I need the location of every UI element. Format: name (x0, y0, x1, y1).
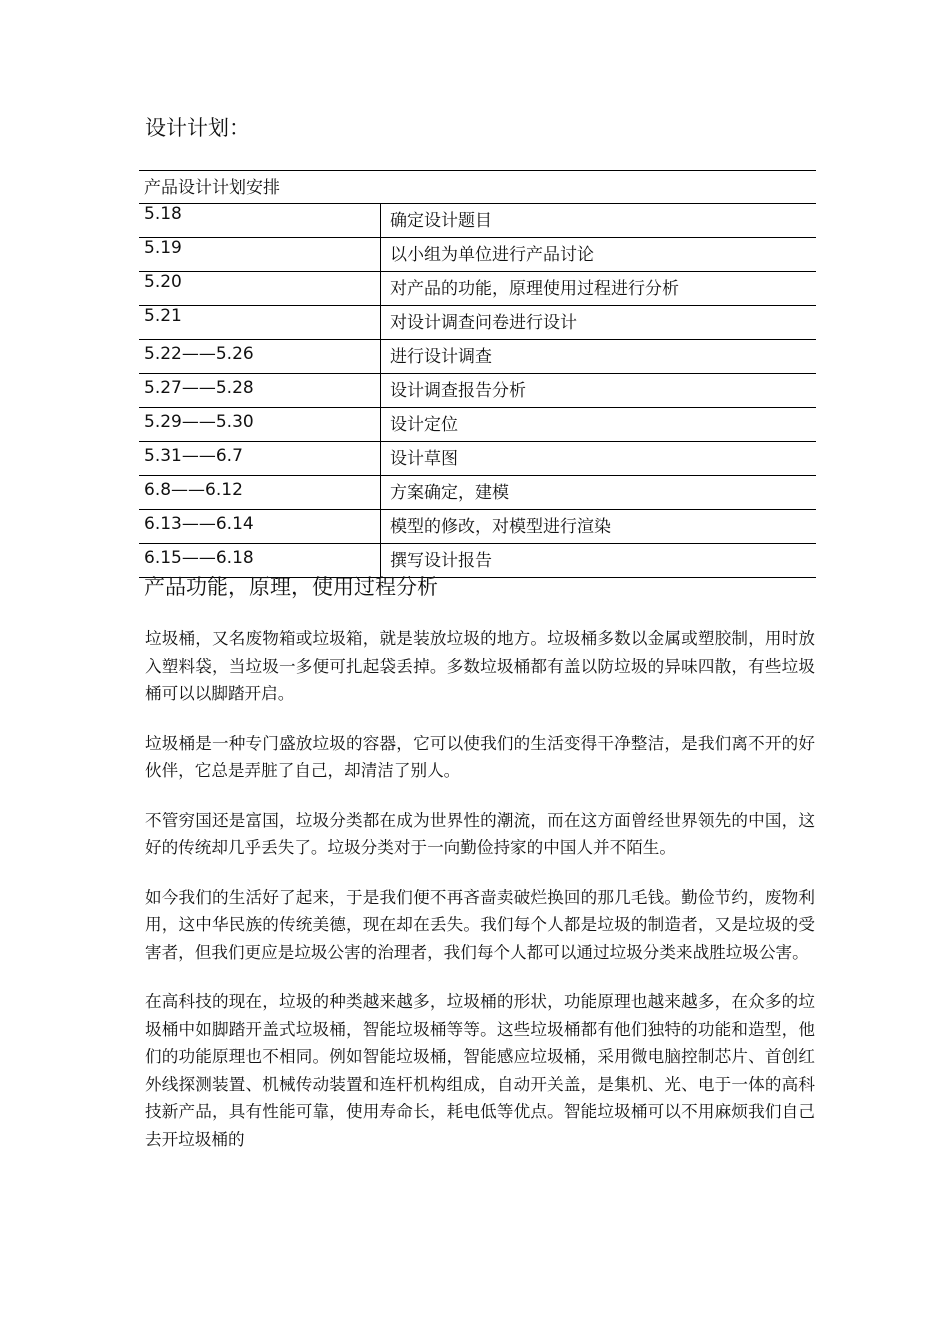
paragraph: 在高科技的现在，垃圾的种类越来越多，垃圾桶的形状，功能原理也越来越多，在众多的垃圾桶中如脚踏开盖式垃圾桶，智能垃圾桶等等。这些垃圾桶都有他们独特的功能和造型，他们的功能原理也不相同。例如智能垃圾桶，智能感应垃圾桶，采用微电脑控制芯片、首创红外线探测装置、机械传动装置和连杆机构组成，自动开关盖，是集机、光、电于一体的高科技新产品，具有性能可靠，使用寿命长，耗电低等优点。智能垃圾桶可以不用麻烦我们自己去开垃圾桶的 (145, 992, 815, 1149)
schedule-task: 对产品的功能，原理使用过程进行分析 (390, 279, 679, 299)
schedule-date: 5.27——5.28 (139, 374, 381, 407)
schedule-caption: 产品设计计划安排 (139, 170, 816, 204)
schedule-task: 方案确定，建模 (390, 483, 509, 503)
schedule-date: 5.29——5.30 (139, 408, 381, 441)
table-row (139, 204, 816, 238)
schedule-task: 设计调查报告分析 (390, 381, 526, 401)
paragraph: 如今我们的生活好了起来，于是我们便不再吝啬卖破烂换回的那几毛钱。勤俭节约，废物利用，这中华民族的传统美德，现在却在丢失。我们每个人都是垃圾的制造者，又是垃圾的受害者，但我们更应是垃圾公害的治理者，我们每个人都可以通过垃圾分类来战胜垃圾公害。 (145, 887, 815, 962)
table-row (139, 442, 816, 476)
table-row (139, 238, 816, 272)
paragraph: 垃圾桶是一种专门盛放垃圾的容器，它可以使我们的生活变得干净整洁，是我们离不开的好伙伴，它总是弄脏了自己，却清洁了别人。 (145, 733, 815, 780)
schedule-task: 设计草图 (390, 449, 458, 469)
schedule-date: 5.22——5.26 (139, 340, 381, 373)
paragraph: 不管穷国还是富国，垃圾分类都在成为世界性的潮流，而在这方面曾经世界领先的中国，这好的传统却几乎丢失了。垃圾分类对于一向勤俭持家的中国人并不陌生。 (145, 810, 815, 857)
body-text (145, 625, 815, 1175)
paragraph: 垃圾桶，又名废物箱或垃圾箱，就是装放垃圾的地方。垃圾桶多数以金属或塑胶制，用时放入塑料袋，当垃圾一多便可扎起袋丢掉。多数垃圾桶都有盖以防垃圾的异味四散，有些垃圾桶可以以脚踏开启。 (145, 629, 815, 703)
page-title: 设计计划： (145, 116, 250, 140)
schedule-task: 撰写设计报告 (390, 551, 492, 571)
schedule-task: 设计定位 (390, 415, 458, 435)
schedule-task: 确定设计题目 (390, 211, 492, 231)
schedule-date: 6.13——6.14 (139, 510, 381, 543)
table-row (139, 476, 816, 510)
schedule-date: 5.31——6.7 (139, 442, 381, 475)
schedule-date: 5.21 (139, 306, 381, 339)
table-row (139, 272, 816, 306)
schedule-date: 6.8——6.12 (139, 476, 381, 509)
table-row (139, 510, 816, 544)
schedule-date: 5.20 (139, 272, 381, 305)
table-row (139, 408, 816, 442)
schedule-task: 对设计调查问卷进行设计 (390, 313, 577, 333)
table-row (139, 306, 816, 340)
schedule-date: 5.18 (139, 204, 381, 237)
schedule-date: 6.15——6.18 (139, 544, 381, 577)
schedule-date: 5.19 (139, 238, 381, 271)
table-row (139, 374, 816, 408)
table-row (139, 340, 816, 374)
schedule-task: 以小组为单位进行产品讨论 (390, 245, 594, 265)
schedule-table (139, 170, 816, 578)
schedule-task: 进行设计调查 (390, 347, 492, 367)
section-heading: 产品功能，原理，使用过程分析 (144, 575, 438, 599)
schedule-task: 模型的修改，对模型进行渲染 (390, 517, 611, 537)
